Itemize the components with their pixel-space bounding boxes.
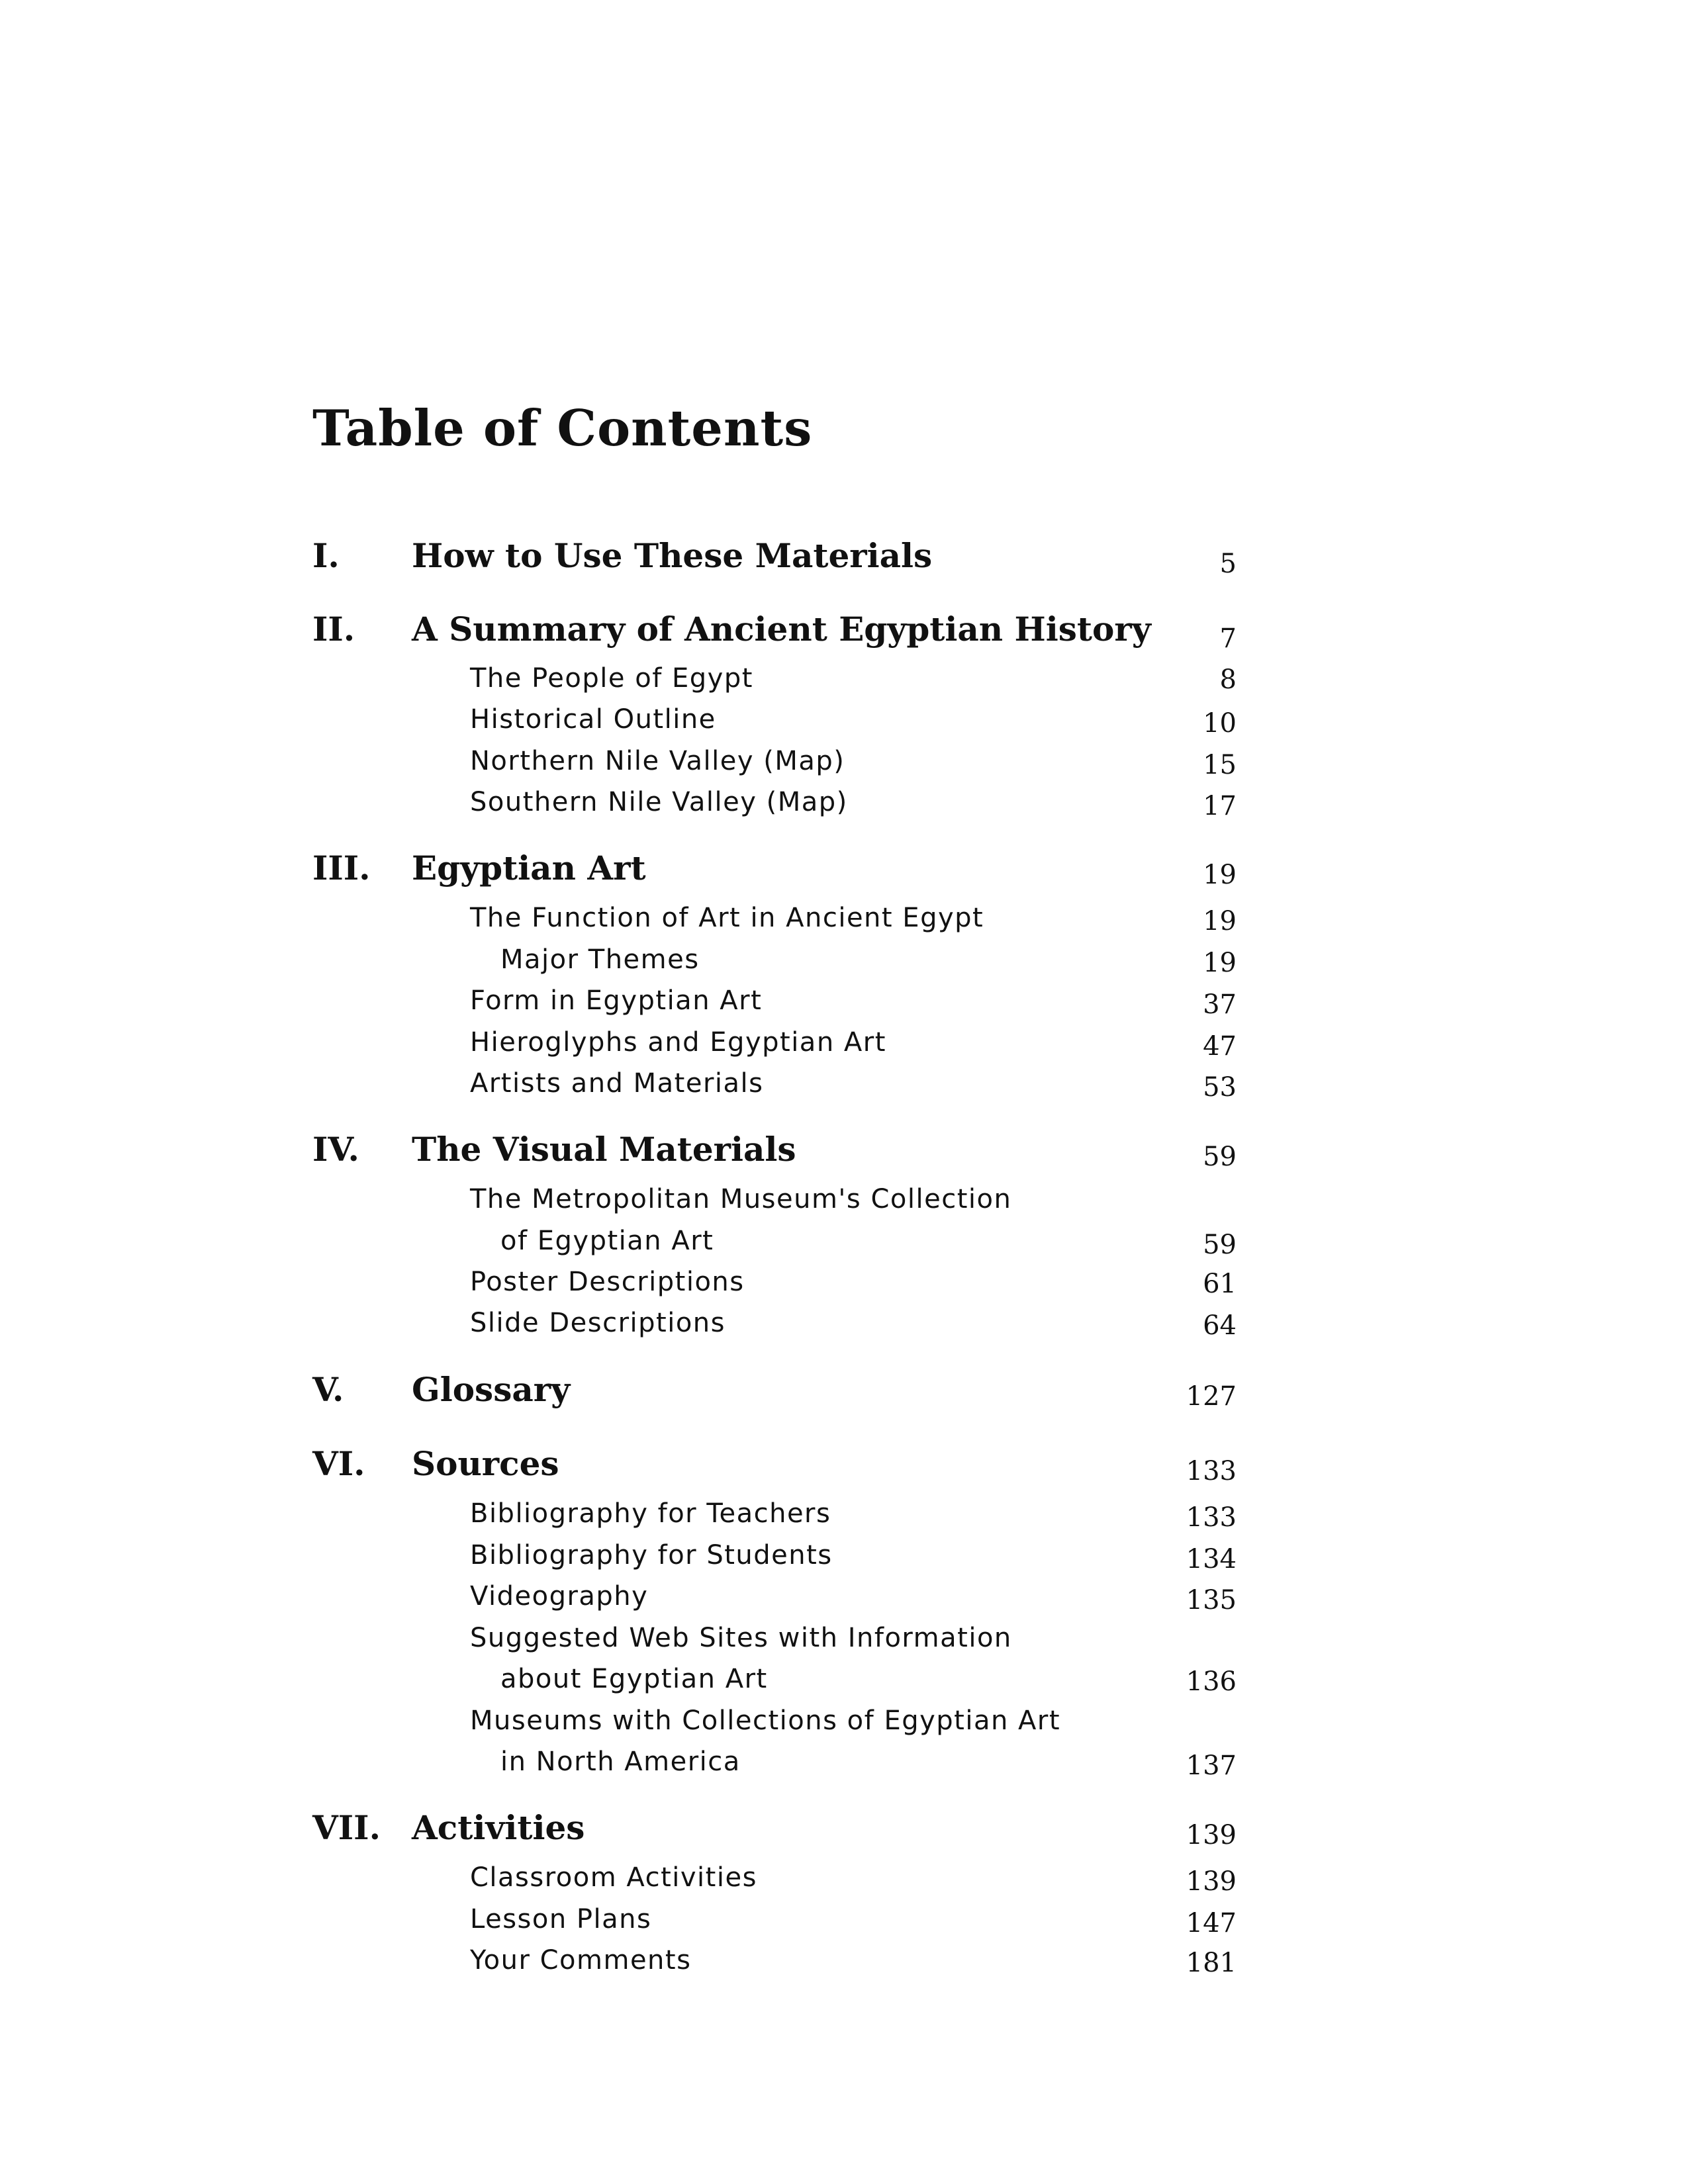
entry-page-number: 139 <box>1186 1866 1237 1897</box>
section-number: II. <box>312 610 355 649</box>
toc-entry: about Egyptian Art <box>500 1664 768 1694</box>
toc-entry: Hieroglyphs and Egyptian Art <box>470 1027 886 1058</box>
toc-entry: Lesson Plans <box>470 1904 652 1934</box>
toc-entry: Slide Descriptions <box>470 1308 726 1338</box>
toc-entry: Suggested Web Sites with Information <box>470 1623 1012 1653</box>
section-page-number: 19 <box>1203 860 1237 890</box>
entry-page-number: 15 <box>1203 750 1237 780</box>
toc-entry: of Egyptian Art <box>500 1226 714 1256</box>
toc-entry: Bibliography for Students <box>470 1540 833 1570</box>
entry-page-number: 37 <box>1203 989 1237 1020</box>
toc-entry: Historical Outline <box>470 704 716 735</box>
toc-entry: The Function of Art in Ancient Egypt <box>470 903 984 933</box>
section-number: VI. <box>312 1444 365 1483</box>
section-title: Activities <box>412 1808 585 1847</box>
toc-entry: Your Comments <box>470 1945 692 1976</box>
section-title: Egyptian Art <box>412 848 646 887</box>
section-page-number: 7 <box>1219 623 1237 654</box>
toc-entry: in North America <box>500 1747 741 1777</box>
section-number: III. <box>312 848 371 887</box>
section-number: IV. <box>312 1130 359 1169</box>
entry-page-number: 181 <box>1186 1948 1237 1978</box>
section-title: The Visual Materials <box>412 1130 796 1169</box>
toc-entry: Northern Nile Valley (Map) <box>470 746 845 776</box>
entry-page-number: 137 <box>1186 1751 1237 1781</box>
section-page-number: 59 <box>1203 1142 1237 1172</box>
entry-page-number: 53 <box>1203 1072 1237 1103</box>
toc-entry: The People of Egypt <box>470 663 753 694</box>
toc-entry: Museums with Collections of Egyptian Art <box>470 1706 1061 1736</box>
entry-page-number: 10 <box>1203 708 1237 739</box>
entry-page-number: 59 <box>1203 1230 1237 1260</box>
toc-entry: Bibliography for Teachers <box>470 1498 831 1529</box>
section-number: V. <box>312 1370 344 1409</box>
section-number: I. <box>312 536 340 575</box>
section-page-number: 133 <box>1186 1456 1237 1486</box>
entry-page-number: 147 <box>1186 1908 1237 1938</box>
entry-page-number: 61 <box>1203 1269 1237 1299</box>
entry-page-number: 19 <box>1203 948 1237 978</box>
toc-entry: Artists and Materials <box>470 1068 764 1099</box>
entry-page-number: 47 <box>1203 1031 1237 1062</box>
page-title: Table of Contents <box>312 399 813 457</box>
section-page-number: 127 <box>1186 1381 1237 1412</box>
entry-page-number: 133 <box>1186 1502 1237 1533</box>
entry-page-number: 17 <box>1203 791 1237 821</box>
entry-page-number: 136 <box>1186 1666 1237 1697</box>
entry-page-number: 64 <box>1203 1310 1237 1341</box>
section-title: How to Use These Materials <box>412 536 933 575</box>
entry-page-number: 134 <box>1186 1544 1237 1574</box>
entry-page-number: 135 <box>1186 1585 1237 1615</box>
section-title: Sources <box>412 1444 559 1483</box>
section-title: Glossary <box>412 1370 571 1409</box>
section-page-number: 5 <box>1219 549 1237 579</box>
section-page-number: 139 <box>1186 1820 1237 1850</box>
entry-page-number: 8 <box>1219 664 1237 695</box>
section-title: A Summary of Ancient Egyptian History <box>412 610 1151 649</box>
toc-entry: Major Themes <box>500 944 700 975</box>
toc-entry: Poster Descriptions <box>470 1267 745 1297</box>
section-number: VII. <box>312 1808 381 1847</box>
toc-entry: Form in Egyptian Art <box>470 985 763 1016</box>
toc-entry: The Metropolitan Museum's Collection <box>470 1184 1012 1214</box>
toc-entry: Videography <box>470 1581 649 1612</box>
entry-page-number: 19 <box>1203 906 1237 936</box>
toc-entry: Classroom Activities <box>470 1862 757 1893</box>
toc-entry: Southern Nile Valley (Map) <box>470 787 848 817</box>
